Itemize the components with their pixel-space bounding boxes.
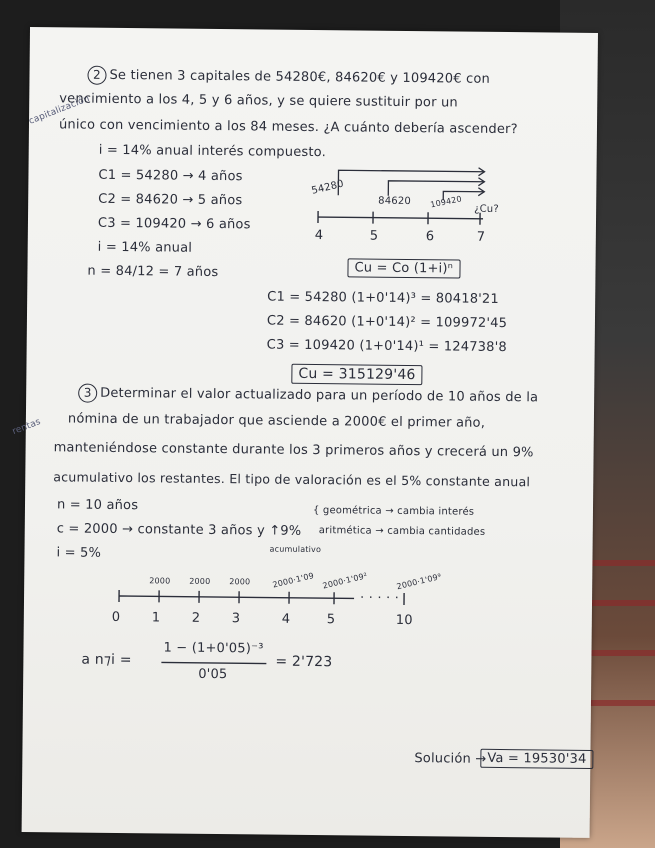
annuity-result: = 2'723 xyxy=(275,653,333,671)
timeline2-amount-c2: 84620 xyxy=(378,195,412,208)
problem2-formula: Cu = Co (1+i)ⁿ xyxy=(347,258,460,278)
fraction-bar xyxy=(161,660,271,665)
problem3-acumulativo: acumulativo xyxy=(269,544,322,555)
problem2-data-c2: C2 = 84620 → 5 años xyxy=(98,191,243,209)
timeline3-tick-1: 1 xyxy=(151,610,161,626)
timeline3-amount-3: 2000 xyxy=(229,577,251,587)
timeline3-amount-4: 2000·1'09 xyxy=(271,571,315,590)
solution-value: Va = 19530'34 xyxy=(480,749,593,769)
problem3-data-i: i = 5% xyxy=(56,545,102,561)
problem2-calc-c1: C1 = 54280 (1+0'14)³ = 80418'21 xyxy=(267,289,500,307)
timeline2-amount-cu: ¿Cu? xyxy=(474,203,499,215)
problem3-number: 3 xyxy=(78,384,97,403)
problem2-statement-line1: 2 Se tienen 3 capitales de 54280€, 84620€ y 109420€ con xyxy=(87,66,490,89)
timeline3-dots: · · · · · xyxy=(359,590,400,606)
solution-label: Solución → xyxy=(414,751,487,767)
problem2-statement-line4: i = 14% anual interés compuesto. xyxy=(98,142,327,161)
handwritten-page xyxy=(11,27,598,838)
timeline3-amount-10: 2000·1'09⁹ xyxy=(395,571,443,592)
problem2-data-c1: C1 = 54280 → 4 años xyxy=(98,167,243,185)
timeline2-amount-c3: 109420 xyxy=(429,194,463,210)
timeline3-amount-1: 2000 xyxy=(149,576,171,586)
timeline2-tick-7: 7 xyxy=(476,229,486,245)
problem2-data-c3: C3 = 109420 → 6 años xyxy=(97,215,251,233)
timeline2-tick-4: 4 xyxy=(314,228,324,244)
problem3-statement-line2: nómina de un trabajador que asciende a 2000€ el primer año, xyxy=(67,411,486,431)
timeline3-amount-5: 2000·1'09² xyxy=(321,571,369,591)
margin-note-rentas: rentas xyxy=(11,416,43,438)
timeline3-tick-2: 2 xyxy=(191,610,201,626)
problem2-statement-line3: único con vencimiento a los 84 meses. ¿A cuánto debería ascender? xyxy=(58,117,518,138)
problem3-note-aritmetica: aritmética → cambia cantidades xyxy=(318,525,486,538)
problem3-data-n: n = 10 años xyxy=(56,497,139,514)
annuity-lhs: a n⁊i = xyxy=(81,651,132,669)
margin-note-capitalizacion: capitalización xyxy=(27,93,92,127)
problem3-statement-line1: 3 Determinar el valor actualizado para un período de 10 años de la xyxy=(78,384,538,408)
timeline2-tick-5: 5 xyxy=(369,228,379,244)
annuity-numerator: 1 − (1+0'05)⁻³ xyxy=(163,640,264,657)
timeline3-tick-10: 10 xyxy=(395,612,413,629)
timeline3-tick-5: 5 xyxy=(326,612,336,628)
problem2-calc-c3: C3 = 109420 (1+0'14)¹ = 124738'8 xyxy=(266,337,507,356)
problem2-number: 2 xyxy=(87,66,106,85)
timeline3-amount-2: 2000 xyxy=(189,576,211,586)
problem3-statement-line4: acumulativo los restantes. El tipo de valoración es el 5% constante anual xyxy=(53,469,531,490)
problem3-data-c: c = 2000 → constante 3 años y ↑9% xyxy=(56,521,302,539)
timeline3-tick-0: 0 xyxy=(111,609,121,626)
problem2-data-n: n = 84/12 = 7 años xyxy=(87,263,219,281)
problem2-result: Cu = 315129'46 xyxy=(291,364,422,385)
timeline2-amount-c1: 54280 xyxy=(310,178,345,197)
problem2-calc-c2: C2 = 84620 (1+0'14)² = 109972'45 xyxy=(266,313,508,332)
problem3-statement-line3: manteniéndose constante durante los 3 primeros años y crecerá un 9% xyxy=(53,440,534,461)
timeline3-tick-3: 3 xyxy=(231,611,241,627)
timeline3-tick-4: 4 xyxy=(281,611,291,627)
timeline2-tick-6: 6 xyxy=(425,229,435,245)
problem2-statement-line2: vencimiento a los 4, 5 y 6 años, y se quiere sustituir por un xyxy=(59,91,458,111)
annuity-denominator: 0'05 xyxy=(198,666,228,683)
problem3-note-geometrica: { geométrica → cambia interés xyxy=(312,505,475,518)
problem2-data-i: i = 14% anual xyxy=(97,239,193,256)
